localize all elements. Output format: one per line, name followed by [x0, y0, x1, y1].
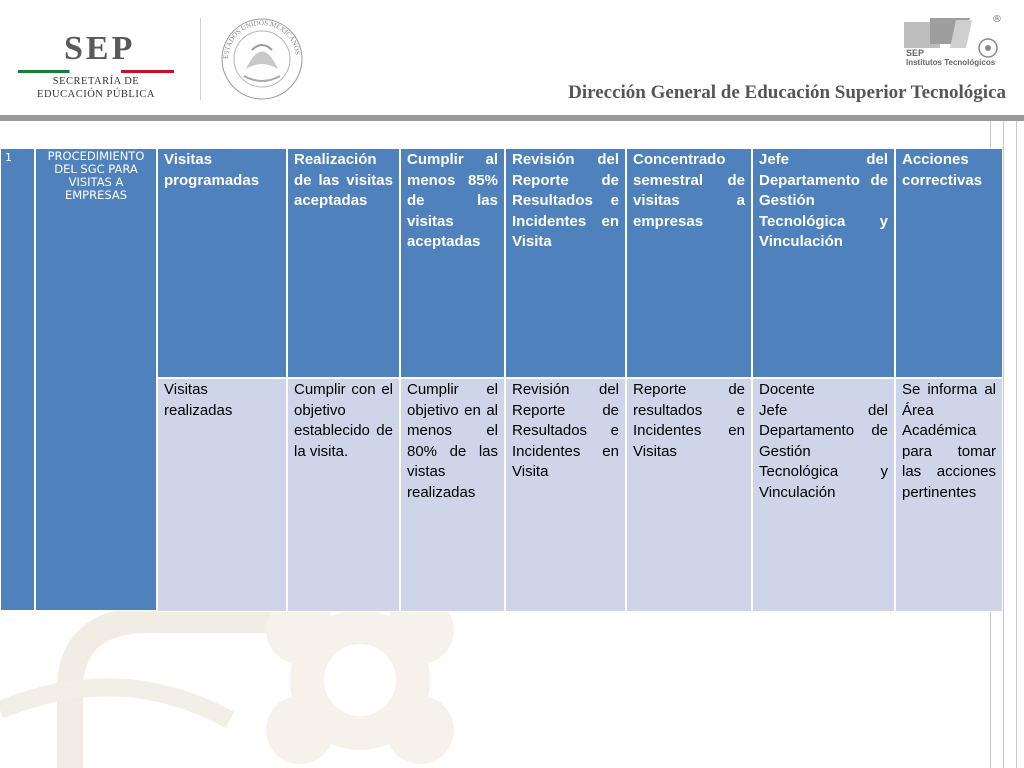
dgest-title: Dirección General de Educación Superior Tecnológica [568, 82, 1006, 103]
sep-logo-subtitle-1: SECRETARÍA DE [52, 76, 140, 87]
table-cell: Revisión del Reporte de Resultados e Incidentes en Visita [505, 148, 626, 378]
table-cell: Docente Jefe del Departamento de Gestión Tecnológica y Vinculación [752, 378, 895, 612]
table-number: 1 [5, 151, 12, 164]
procedure-cell [35, 148, 157, 611]
table-cell: Cumplir el objetivo en al menos el 80% de las vistas realizadas [400, 378, 505, 612]
sep-logo-title: SEP [64, 30, 136, 67]
table-cell: Acciones correctivas [895, 148, 1003, 378]
table-cell: Jefe del Departamento de Gestión Tecnológica y Vinculación [752, 148, 895, 378]
registered-mark: ® [992, 14, 1002, 25]
table-cell: Concentrado semestral de visitas a empresas [626, 148, 752, 378]
mexican-seal-icon [216, 14, 308, 104]
procedure-title: PROCEDIMIENTO DEL SGC PARA VISITAS A EMPRESAS [47, 149, 145, 202]
header-divider [200, 18, 201, 100]
table-number-cell [0, 148, 35, 611]
sep-logo-subtitle-2: EDUCACIÓN PÚBLICA [37, 89, 155, 100]
sep-logo-stripe [18, 70, 174, 73]
table-cell: Realización de las visitas aceptadas [287, 148, 400, 378]
table-cell: Reporte de resultados e Incidentes en Visitas [626, 378, 752, 612]
table-cell: Visitas realizadas [157, 378, 287, 612]
header-bar [0, 115, 1024, 121]
decorative-line [1003, 121, 1004, 768]
decorative-line [1016, 121, 1017, 768]
table-cell: Visitas programadas [157, 148, 287, 378]
table-cell: Revisión del Reporte de Resultados e Incidentes en Visita [505, 378, 626, 612]
table-cell: Cumplir con el objetivo establecido de la visita. [287, 378, 400, 612]
table-cell: Se informa al Área Académica para tomar las acciones pertinentes [895, 378, 1003, 612]
seal-text: ESTADOS UNIDOS MEXICANOS [221, 18, 302, 60]
it-logo-line-2: Institutos Tecnológicos [906, 58, 996, 67]
it-logo-line-1: SEP [906, 48, 925, 58]
table-cell: Cumplir al menos 85% de las visitas aceptadas [400, 148, 505, 378]
slide-header [0, 0, 1024, 115]
